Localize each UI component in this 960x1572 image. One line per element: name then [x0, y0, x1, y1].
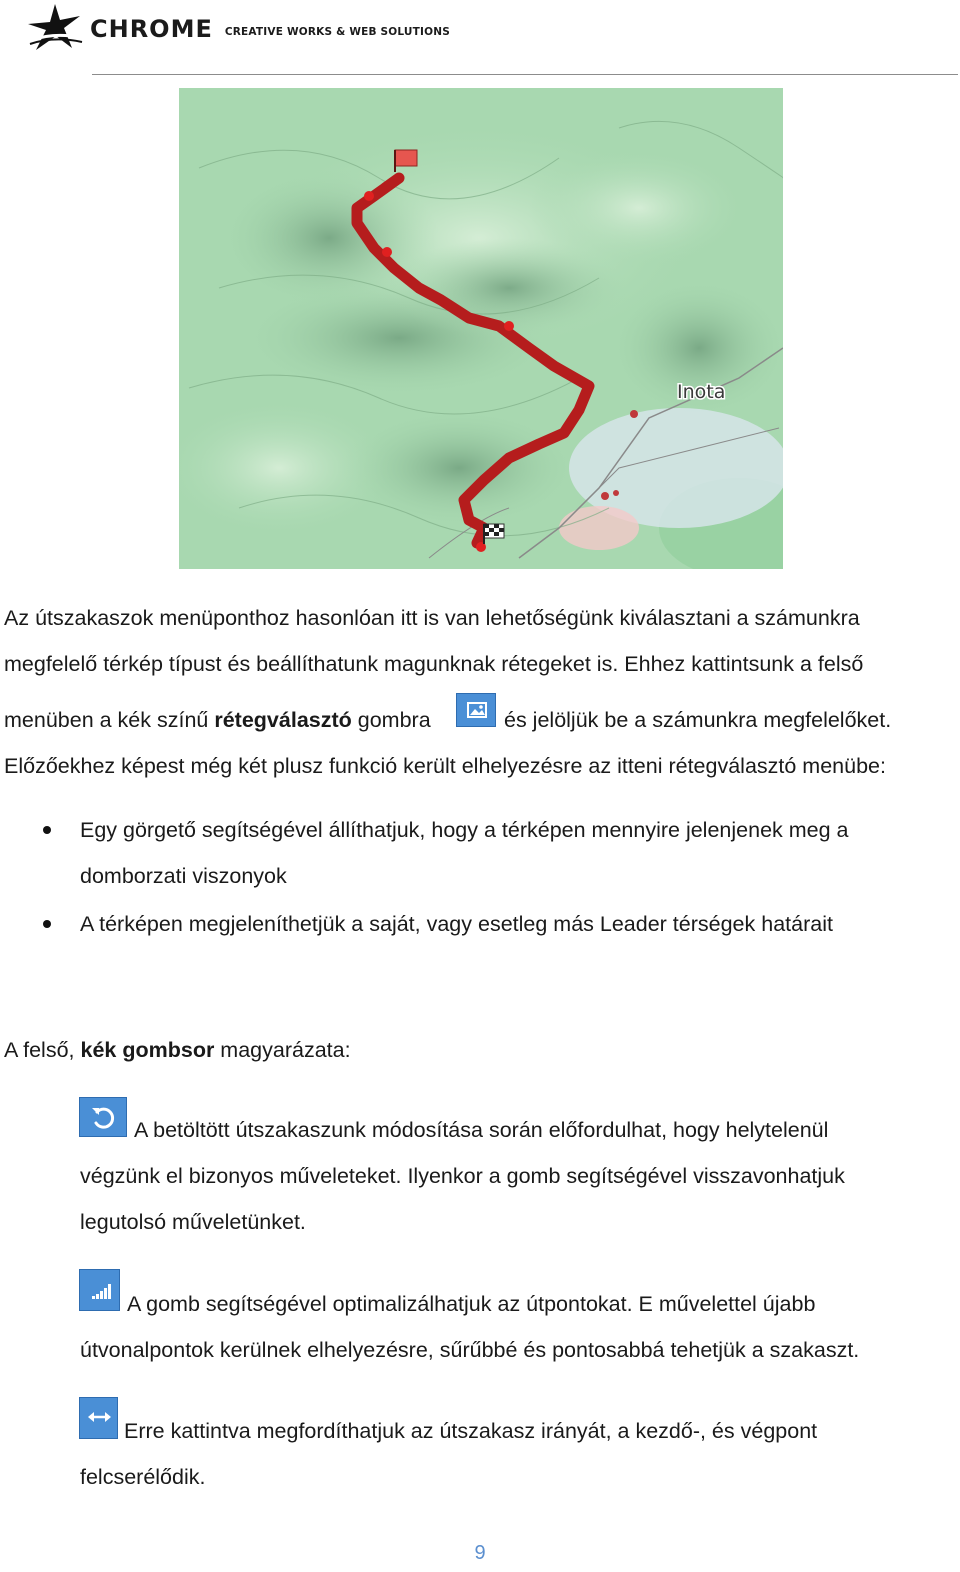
intro-line-3-tail: és jelöljük be a számunkra megfelelőket.	[504, 708, 892, 732]
brand-name: CHROME	[90, 15, 213, 43]
bullet-marker	[43, 826, 51, 834]
undo-desc-line-3: legutolsó műveletünket.	[80, 1210, 306, 1234]
reverse-arrow-icon	[80, 1398, 119, 1440]
header	[26, 2, 450, 54]
bullet-1-line-1: Egy görgető segítségével állíthatjuk, hogy a térképen mennyire jelenjenek meg a	[80, 818, 849, 842]
optimize-desc-line-2: útvonalpontok kerülnek elhelyezésre, sűrűbbé és pontosabbá tehetjük a szakaszt.	[80, 1338, 860, 1362]
undo-button-icon	[79, 1097, 127, 1137]
layer-selector-term: rétegválasztó	[214, 708, 352, 732]
layer-selector-button-icon	[456, 693, 496, 727]
blue-toolbar-term: kék gombsor	[80, 1038, 215, 1062]
reverse-desc-line-2: felcserélődik.	[80, 1465, 206, 1489]
section-heading: A felső, kék gombsor magyarázata:	[4, 1038, 351, 1062]
bullet-marker	[43, 920, 51, 928]
intro-line-3: menüben a kék színű rétegválasztó gombra	[4, 708, 431, 732]
optimize-desc-line-1: A gomb segítségével optimalizálhatjuk az útpontokat. E művelettel újabb	[127, 1292, 816, 1316]
intro-line-1: Az útszakaszok menüponthoz hasonlóan itt is van lehetőségünk kiválasztani a számunkra	[4, 606, 860, 630]
undo-icon	[80, 1098, 128, 1138]
undo-desc-line-2: végzünk el bizonyos műveleteket. Ilyenkor a gomb segítségével visszavonhatjuk	[80, 1164, 845, 1188]
undo-desc-line-1: A betöltött útszakaszunk módosítása során előfordulhat, hogy helytelenül	[134, 1118, 829, 1142]
page-number: 9	[474, 1542, 486, 1564]
map-image	[179, 88, 783, 569]
brand-tagline: CREATIVE WORKS & WEB SOLUTIONS	[224, 26, 451, 38]
star-logo-icon	[26, 2, 84, 54]
header-divider	[92, 74, 958, 75]
map-place-label: Inota	[677, 381, 726, 403]
intro-line-2: megfelelő térkép típust és beállíthatunk magunknak rétegeket is. Ehhez kattintsunk a felső	[4, 652, 864, 676]
optimize-button-icon	[79, 1269, 120, 1311]
reverse-button-icon	[79, 1397, 118, 1439]
intro-line-4: Előzőekhez képest még két plusz funkció került elhelyezésre az itteni rétegválasztó menübe:	[4, 754, 886, 778]
signal-bars-icon	[80, 1270, 121, 1312]
bullet-2-line-1: A térképen megjeleníthetjük a saját, vagy esetleg más Leader térségek határait	[80, 912, 833, 936]
reverse-desc-line-1: Erre kattintva megfordíthatjuk az útszakasz irányát, a kezdő-, és végpont	[124, 1419, 818, 1443]
bullet-1-line-2: domborzati viszonyok	[80, 864, 287, 888]
